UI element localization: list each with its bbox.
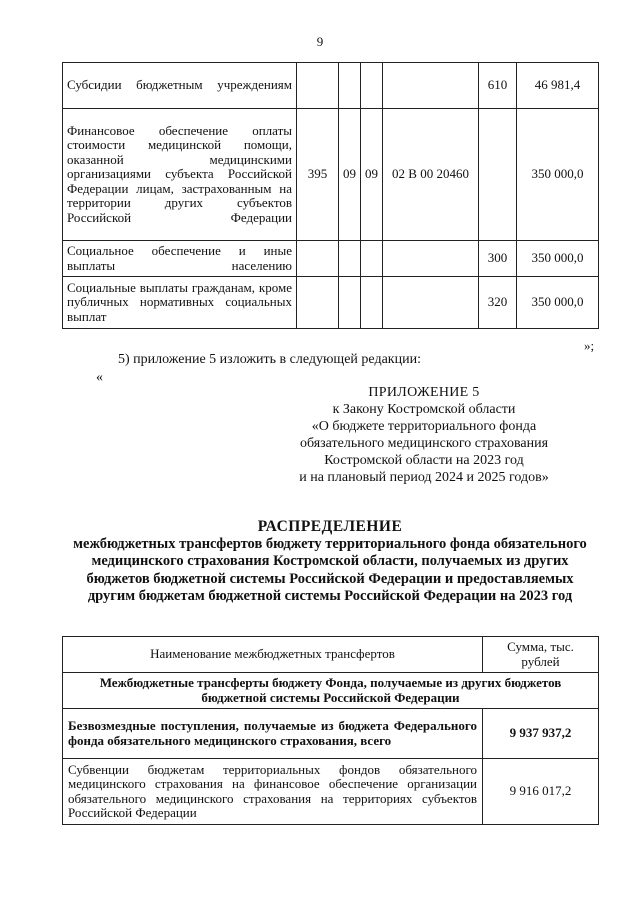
row-name: Социальные выплаты гражданам, кроме публичных нормативных социальных выплат	[63, 277, 297, 329]
row-subsection: 09	[361, 109, 383, 241]
row-section	[339, 63, 361, 109]
table-header-row	[63, 637, 599, 673]
row-amount: 350 000,0	[517, 241, 599, 277]
row-amount: 9 937 937,2	[483, 709, 599, 759]
table-row	[63, 277, 599, 329]
header-name: Наименование межбюджетных трансфертов	[63, 637, 483, 673]
table-row	[63, 241, 599, 277]
appendix-line: Костромской области на 2023 год	[324, 453, 524, 468]
closing-quote: »;	[584, 338, 595, 353]
row-type: 320	[479, 277, 517, 329]
row-section: 09	[339, 109, 361, 241]
page-number: 9	[316, 34, 324, 49]
row-type: 610	[479, 63, 517, 109]
row-admin	[297, 241, 339, 277]
row-amount: 350 000,0	[517, 109, 599, 241]
table-row	[63, 759, 599, 825]
row-admin: 395	[297, 109, 339, 241]
row-subsection	[361, 63, 383, 109]
transfers-table	[62, 636, 599, 825]
row-section	[339, 241, 361, 277]
row-section	[339, 277, 361, 329]
table-row	[63, 109, 599, 241]
title-heading: РАСПРЕДЕЛЕНИЕ	[257, 518, 403, 535]
appendix-line: «О бюджете территориального фонда	[311, 419, 537, 434]
appendix-line: обязательного медицинского страхования	[299, 436, 549, 451]
row-type	[479, 109, 517, 241]
appendix-header	[250, 384, 598, 486]
row-target	[383, 277, 479, 329]
budget-table	[62, 62, 599, 329]
title-body: межбюджетных трансфертов бюджету территориального фонда обязательного медицинского страхования Костромской области, получаемых из других бюджетов бюджетной системы Российской Федерации и предоставляемых другим бюджетам бюджетной системы Российской Федерации на 2023 год	[73, 535, 587, 604]
row-name: Субсидии бюджетным учреждениям	[63, 63, 297, 109]
row-target	[383, 63, 479, 109]
table-row	[63, 63, 599, 109]
appendix-heading: ПРИЛОЖЕНИЕ 5	[368, 385, 480, 400]
row-admin	[297, 63, 339, 109]
document-title	[62, 518, 598, 606]
row-admin	[297, 277, 339, 329]
appendix-line: к Закону Костромской области	[332, 402, 516, 417]
row-target: 02 В 00 20460	[383, 109, 479, 241]
row-amount: 9 916 017,2	[483, 759, 599, 825]
row-subsection	[361, 241, 383, 277]
row-name: Финансовое обеспечение оплаты стоимости медицинской помощи, оказанной медицинскими организациями субъекта Российской Федерации лицам, застрахованным на территории других субъектов Российской Федерации	[63, 109, 297, 241]
header-sum: Сумма, тыс. рублей	[483, 637, 599, 673]
section-row	[63, 673, 599, 709]
row-name: Субвенции бюджетам территориальных фондов обязательного медицинского страхования на финансовое обеспечение организации обязательного медицинского страхования на территориях субъектов Российской Федерации	[63, 759, 483, 825]
amendment-item-5: 5) приложение 5 изложить в следующей редакции:	[118, 352, 421, 367]
row-name: Социальное обеспечение и иные выплаты населению	[63, 241, 297, 277]
section-title: Межбюджетные трансферты бюджету Фонда, получаемые из других бюджетов бюджетной системы Российской Федерации	[63, 673, 599, 709]
row-name: Безвозмездные поступления, получаемые из бюджета Федерального фонда обязательного медицинского страхования, всего	[63, 709, 483, 759]
row-target	[383, 241, 479, 277]
row-subsection	[361, 277, 383, 329]
opening-quote: «	[96, 370, 103, 385]
row-amount: 350 000,0	[517, 277, 599, 329]
appendix-line: и на плановый период 2024 и 2025 годов»	[299, 470, 549, 485]
row-type: 300	[479, 241, 517, 277]
row-amount: 46 981,4	[517, 63, 599, 109]
table-row	[63, 709, 599, 759]
